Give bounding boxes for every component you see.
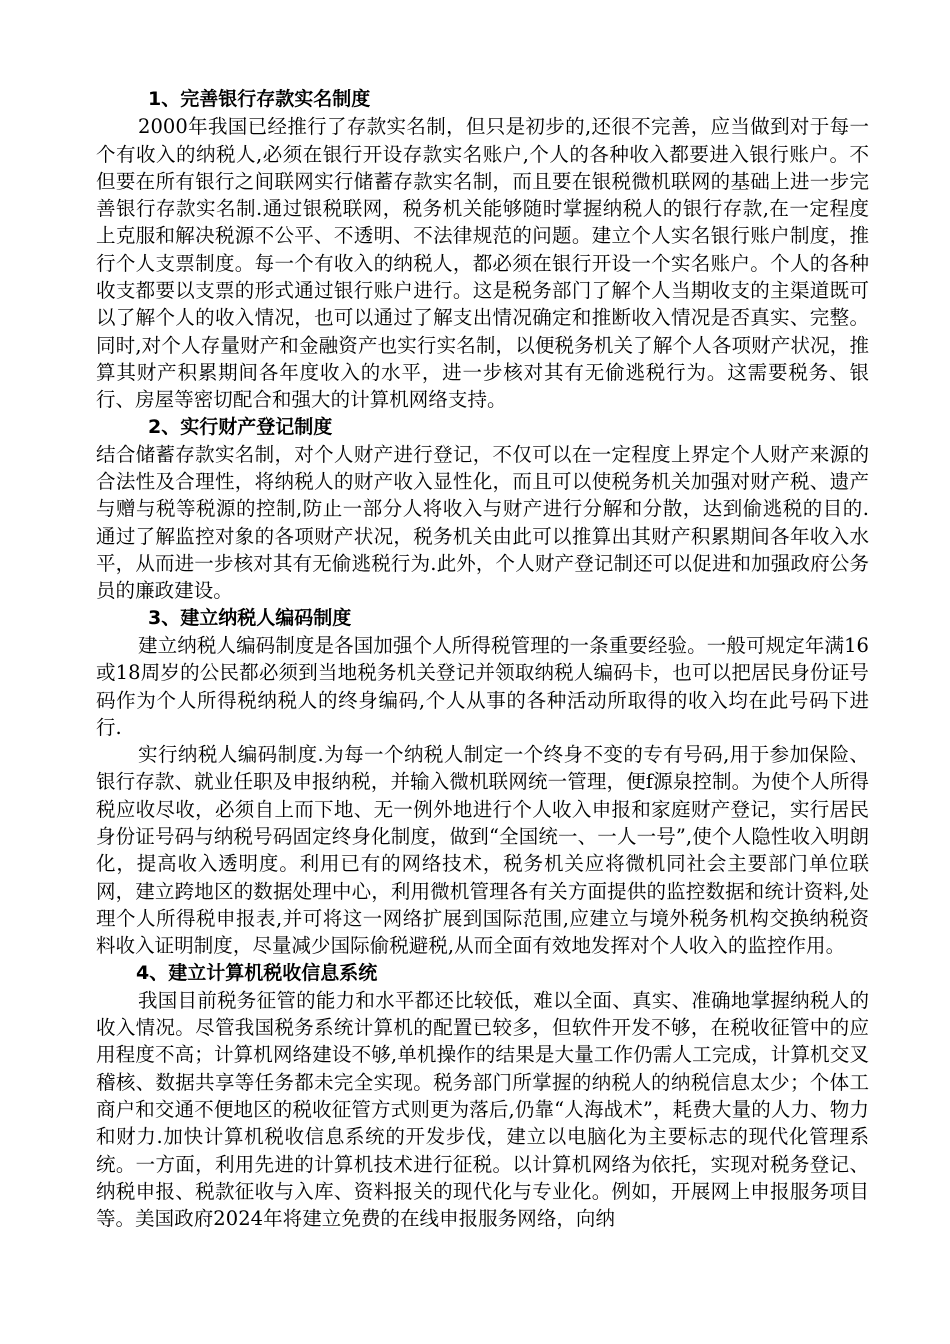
section-3-paragraph-2: 实行纳税人编码制度.为每一个纳税人制定一个终身不变的专有号码,用于参加保险、银行存款、就业任职及申报纳税，并输入微机联网统一管理，便f源泉控制。为使个人所得税应收尽收，必须自上而下地、无一例外地进行个人收入申报和家庭财产登记，实行居民身份证号码与纳税号码固定终身化制度，做到“全国统一、一人一号”,使个人隐性收入明朗化，提高收入透明度。利用已有的网络技术，税务机关应将微机同社会主要部门单位联网，建立跨地区的数据处理中心，利用微机管理各有关方面提供的监控数据和统计资料,处理个人所得税申报表,并可将这一网络扩展到国际范围,应建立与境外税务机构交换纳税资料收入证明制度，尽量减少国际偷税避税,从而全面有效地发挥对个人收入的监控作用。: [96, 743, 869, 958]
section-1-heading: 1、完善银行存款实名制度: [148, 88, 371, 110]
section-2-heading: 2、实行财产登记制度: [148, 415, 333, 438]
section-3-paragraph-1: 建立纳税人编码制度是各国加强个人所得税管理的一条重要经验。一般可规定年满16或18周岁的公民都必须到当地税务机关登记并领取纳税人编码卡，也可以把居民身份证号码作为个人所得税纳税人的终身编码,个人从事的各种活动所取得的收入均在此号码下进行.: [96, 633, 869, 739]
document-page: [96, 86, 869, 1232]
section-1-paragraph-1: 2000年我国已经推行了存款实名制，但只是初步的,还很不完善，应当做到对于每一个有收入的纳税人,必须在银行开设存款实名账户,个人的各种收入都要进入银行账户。不但要在所有银行之间联网实行储蓄存款实名制，而且要在银税微机联网的基础上进一步完善银行存款实名制.通过银税联网，税务机关能够随时掌握纳税人的银行存款,在一定程度上克服和解决税源不公平、不透明、不法律规范的问题。建立个人实名银行账户制度，推行个人支票制度。每一个有收入的纳税人，都必须在银行开设一个实名账户。个人的各种收支都要以支票的形式通过银行账户进行。这是税务部门了解个人当期收支的主渠道既可以了解个人的收入情况，也可以通过了解支出情况确定和推断收入情况是否真实、完整。同时,对个人存量财产和金融资产也实行实名制，以便税务机关了解个人各项财产状况，推算其财产积累期间各年度收入的水平，进一步核对其有无偷逃税行为。这需要税务、银行、房屋等密切配合和强大的计算机网络支持。: [96, 115, 869, 412]
section-4-paragraph-1: 我国目前税务征管的能力和水平都还比较低，难以全面、真实、准确地掌握纳税人的收入情况。尽管我国税务系统计算机的配置已较多，但软件开发不够，在税收征管中的应用程度不高；计算机网络建设不够,单机操作的结果是大量工作仍需人工完成，计算机交叉稽核、数据共享等任务都未完全实现。税务部门所掌握的纳税人的纳税信息太少；个体工商户和交通不便地区的税收征管方式则更为落后,仍靠“人海战术”，耗费大量的人力、物力和财力.加快计算机税收信息系统的开发步伐，建立以电脑化为主要标志的现代化管理系统。一方面，利用先进的计算机技术进行征税。以计算机网络为依托，实现对税务登记、纳税申报、税款征收与入库、资料报关的现代化与专业化。例如，开展网上申报服务项目等。美国政府2024年将建立免费的在线申报服务网络，向纳: [96, 988, 869, 1231]
section-2-paragraph-1: 结合储蓄存款实名制，对个人财产进行登记，不仅可以在一定程度上界定个人财产来源的合法性及合理性，将纳税人的财产收入显性化，而且可以使税务机关加强对财产税、遗产与赠与税等税源的控制,防止一部分人将收入与财产进行分解和分散，达到偷逃税的目的.通过了解监控对象的各项财产状况，税务机关由此可以推算出其财产积累期间各年收入水平，从而进一步核对其有无偷逃税行为.此外，个人财产登记制还可以促进和加强政府公务员的廉政建设。: [96, 442, 869, 603]
section-3-heading: 3、建立纳税人编码制度: [148, 606, 352, 629]
section-4-heading: 4、建立计算机税收信息系统: [136, 961, 378, 984]
